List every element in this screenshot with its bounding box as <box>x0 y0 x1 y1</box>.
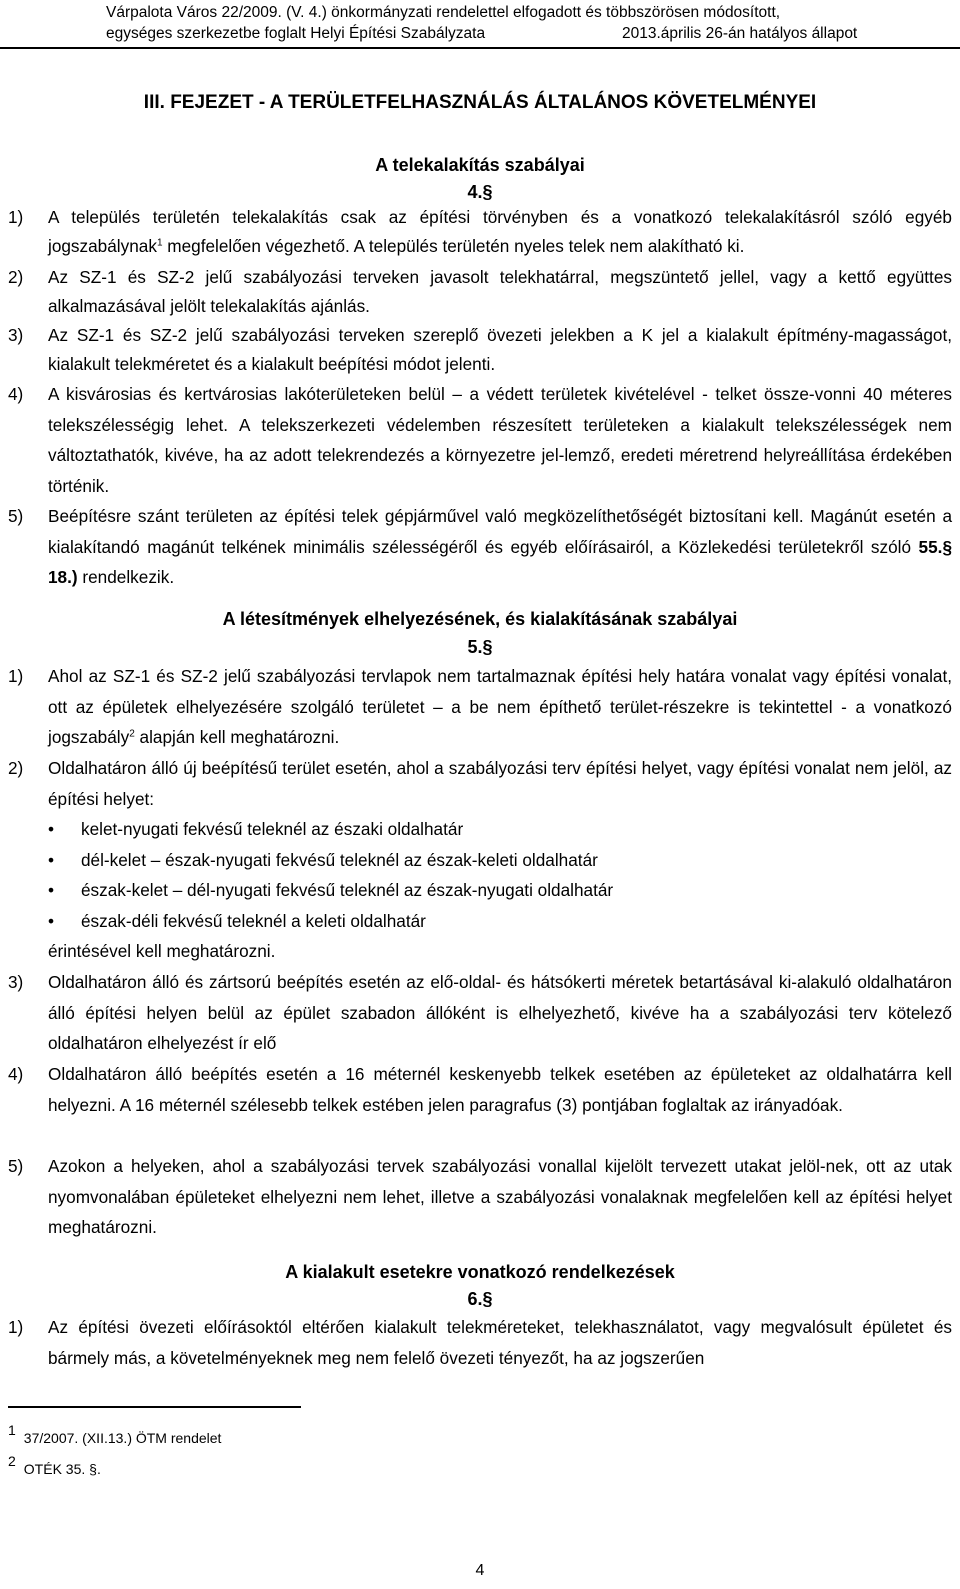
bullet-icon: • <box>48 849 55 870</box>
item-text: Azokon a helyeken, ahol a szabályozási tervek szabályozási vonallal kijelölt tervezett utakat jelöl-nek, ott az utak nyomvonalában épületeket elhelyezni nem lehet, illetve a szabályozási vonalaknak megfelelően kell az építési helyet meghatározni. <box>48 1156 952 1237</box>
section-4-item-2 <box>8 263 952 321</box>
item-number: 3) <box>8 972 24 992</box>
footnote-2 <box>8 1453 101 1477</box>
section-5-item-2 <box>8 753 952 814</box>
section-4-item-5 <box>8 501 952 593</box>
item-text: Ahol az SZ-1 és SZ-2 jelű szabályozási tervlapok nem tartalmaznak építési hely határa vonalat vagy építési vonalat, ott az épületek elhelyezésére szolgáló területet – a be nem építhető terület-részekre is tekintettel - a vonatkozó jogszabály$^2$ alapján kell meghatározni. <box>48 666 952 747</box>
item-text: Az építési övezeti előírásoktól eltérően kialakult telekméreteket, telekhasználatot, vagy megvalósult épületet és bármely más, a követelményeknek meg nem felelő övezeti tényezőt, ha az jogszerűen <box>48 1317 952 1368</box>
item-number: 1) <box>8 207 24 227</box>
header-line-2-left: egységes szerkezetbe foglalt Helyi Építési Szabályzata <box>106 25 486 42</box>
bullet-item: • észak-déli fekvésű teleknél a keleti oldalhatár <box>8 906 952 937</box>
bullet-list <box>8 814 952 967</box>
section-5-item-4 <box>8 1059 952 1120</box>
footnote-ref-1: 1 <box>156 237 163 249</box>
item-number: 5) <box>8 506 24 526</box>
footnote-text: OTÉK 35. §. <box>23 1461 101 1477</box>
footnote-mark: 2 <box>8 1453 16 1469</box>
chapter-title: III. FEJEZET - A TERÜLETFELHASZNÁLÁS ÁLTALÁNOS KÖVETELMÉNYEI <box>143 92 817 113</box>
item-number: 1) <box>8 1317 24 1337</box>
item-number: 5) <box>8 1156 24 1176</box>
page-number: 4 <box>475 1562 485 1579</box>
item-number: 2) <box>8 758 24 778</box>
header-divider <box>0 47 960 49</box>
bullet-icon: • <box>48 910 55 931</box>
item-text: Beépítésre szánt területen az építési telek gépjárművel való megközelíthetőségét biztosítani kell. Magánút esetén a kialakítandó magánút telkének minimális szélességéről és egyéb előírásairól, a Közlekedési területekről szóló 55.§ 18.) rendelkezik. <box>48 506 952 587</box>
item-text: Oldalhatáron álló beépítés esetén a 16 méternél keskenyebb telkek esetében az épületeket az oldalhatárra kell helyezni. A 16 méternél szélesebb telkek estében jelen paragrafus (3) pontjában foglaltak az irányadóak. <box>48 1064 952 1115</box>
item-text: A település területén telekalakítás csak az építési törvényben és a vonatkozó telekalakításról szóló egyéb jogszabálynak$^1$ megfelelően végezhető. A település területén nyeles telek nem alakítható ki. <box>48 207 952 256</box>
section-6-title: A kialakult esetekre vonatkozó rendelkezések <box>285 1262 675 1282</box>
item-number: 3) <box>8 325 24 345</box>
section-4-item-4 <box>8 379 952 501</box>
item-number: 2) <box>8 267 24 287</box>
section-6-number: 6.§ <box>467 1289 493 1309</box>
footnote-text: 37/2007. (XII.13.) ÖTM rendelet <box>23 1430 222 1446</box>
bullet-icon: • <box>48 819 55 839</box>
footnote-divider <box>8 1406 301 1408</box>
item-text: A kisvárosias és kertvárosias lakóterületeken belül – a védett területek kivételével - telket össze-vonni 40 méteres telekszélességig lehet. A telekszerkezeti védelemben részesített területeken a kialakult telekszélességek nem változtathatók, kivéve, ha az adott telekrendezés a környezetre jel-lemző, eredeti méretrend helyreállítása érdekében történik. <box>48 384 952 496</box>
item-text: Az SZ-1 és SZ-2 jelű szabályozási terveken javasolt telekhatárral, megszüntető jellel, vagy a kettő együttes alkalmazásával jelölt telekalakítás ajánlás. <box>48 267 952 316</box>
bullet-item: • kelet-nyugati fekvésű teleknél az északi oldalhatár <box>8 814 952 845</box>
item-text: Oldalhatáron álló új beépítésű terület esetén, ahol a szabályozási terv építési helyet, vagy építési vonalat nem jelöl, az építési helyet: <box>48 758 952 809</box>
section-5-number: 5.§ <box>467 637 493 657</box>
item-number: 4) <box>8 384 24 404</box>
bullet-item: • dél-kelet – észak-nyugati fekvésű teleknél az észak-keleti oldalhatár <box>8 845 952 876</box>
section-5-item-5 <box>8 1151 952 1243</box>
bullet-item: • észak-kelet – dél-nyugati fekvésű teleknél az észak-nyugati oldalhatár <box>8 875 952 906</box>
footnote-mark: 1 <box>8 1422 16 1438</box>
legal-reference: 55.§ 18.) <box>48 536 952 587</box>
item-number: 4) <box>8 1064 24 1084</box>
item-text: Oldalhatáron álló és zártsorú beépítés esetén az elő-oldal- és hátsókerti méretek betartásával ki-alakuló oldalhatáron álló építési helyen belül az épület szabadon állóként is elhelyezhető, kivéve ha a szabályozási terv kötelező oldalhatáron elhelyezést ír elő <box>48 972 952 1053</box>
section-4-item-3 <box>8 321 952 379</box>
section-6-item-1 <box>8 1312 952 1373</box>
footnote-ref-2: 2 <box>129 728 135 740</box>
section-4-title: A telekalakítás szabályai <box>375 155 585 175</box>
section-4-number: 4.§ <box>467 182 493 202</box>
section-5-item-3 <box>8 967 952 1059</box>
item-number: 1) <box>8 666 24 686</box>
item-text: Az SZ-1 és SZ-2 jelű szabályozási terveken szereplő övezeti jelekben a K jel a kialakult építmény-magasságot, kialakult telekméretet és a kialakult beépítési módot jelenti. <box>48 325 952 374</box>
bullet-icon: • <box>48 880 55 900</box>
header-line-2-right: 2013.április 26-án hatályos állapot <box>622 25 858 42</box>
header-line-1-text: Várpalota Város 22/2009. (V. 4.) önkormányzati rendelettel elfogadott és többszörösen módosított, <box>106 4 781 21</box>
section-5-item-1 <box>8 661 952 753</box>
footnote-1 <box>8 1422 222 1446</box>
section-4-item-1 <box>8 203 952 261</box>
bullet-list-closing: érintésével kell meghatározni. <box>48 941 276 961</box>
section-5-title: A létesítmények elhelyezésének, és kialakításának szabályai <box>222 609 738 629</box>
